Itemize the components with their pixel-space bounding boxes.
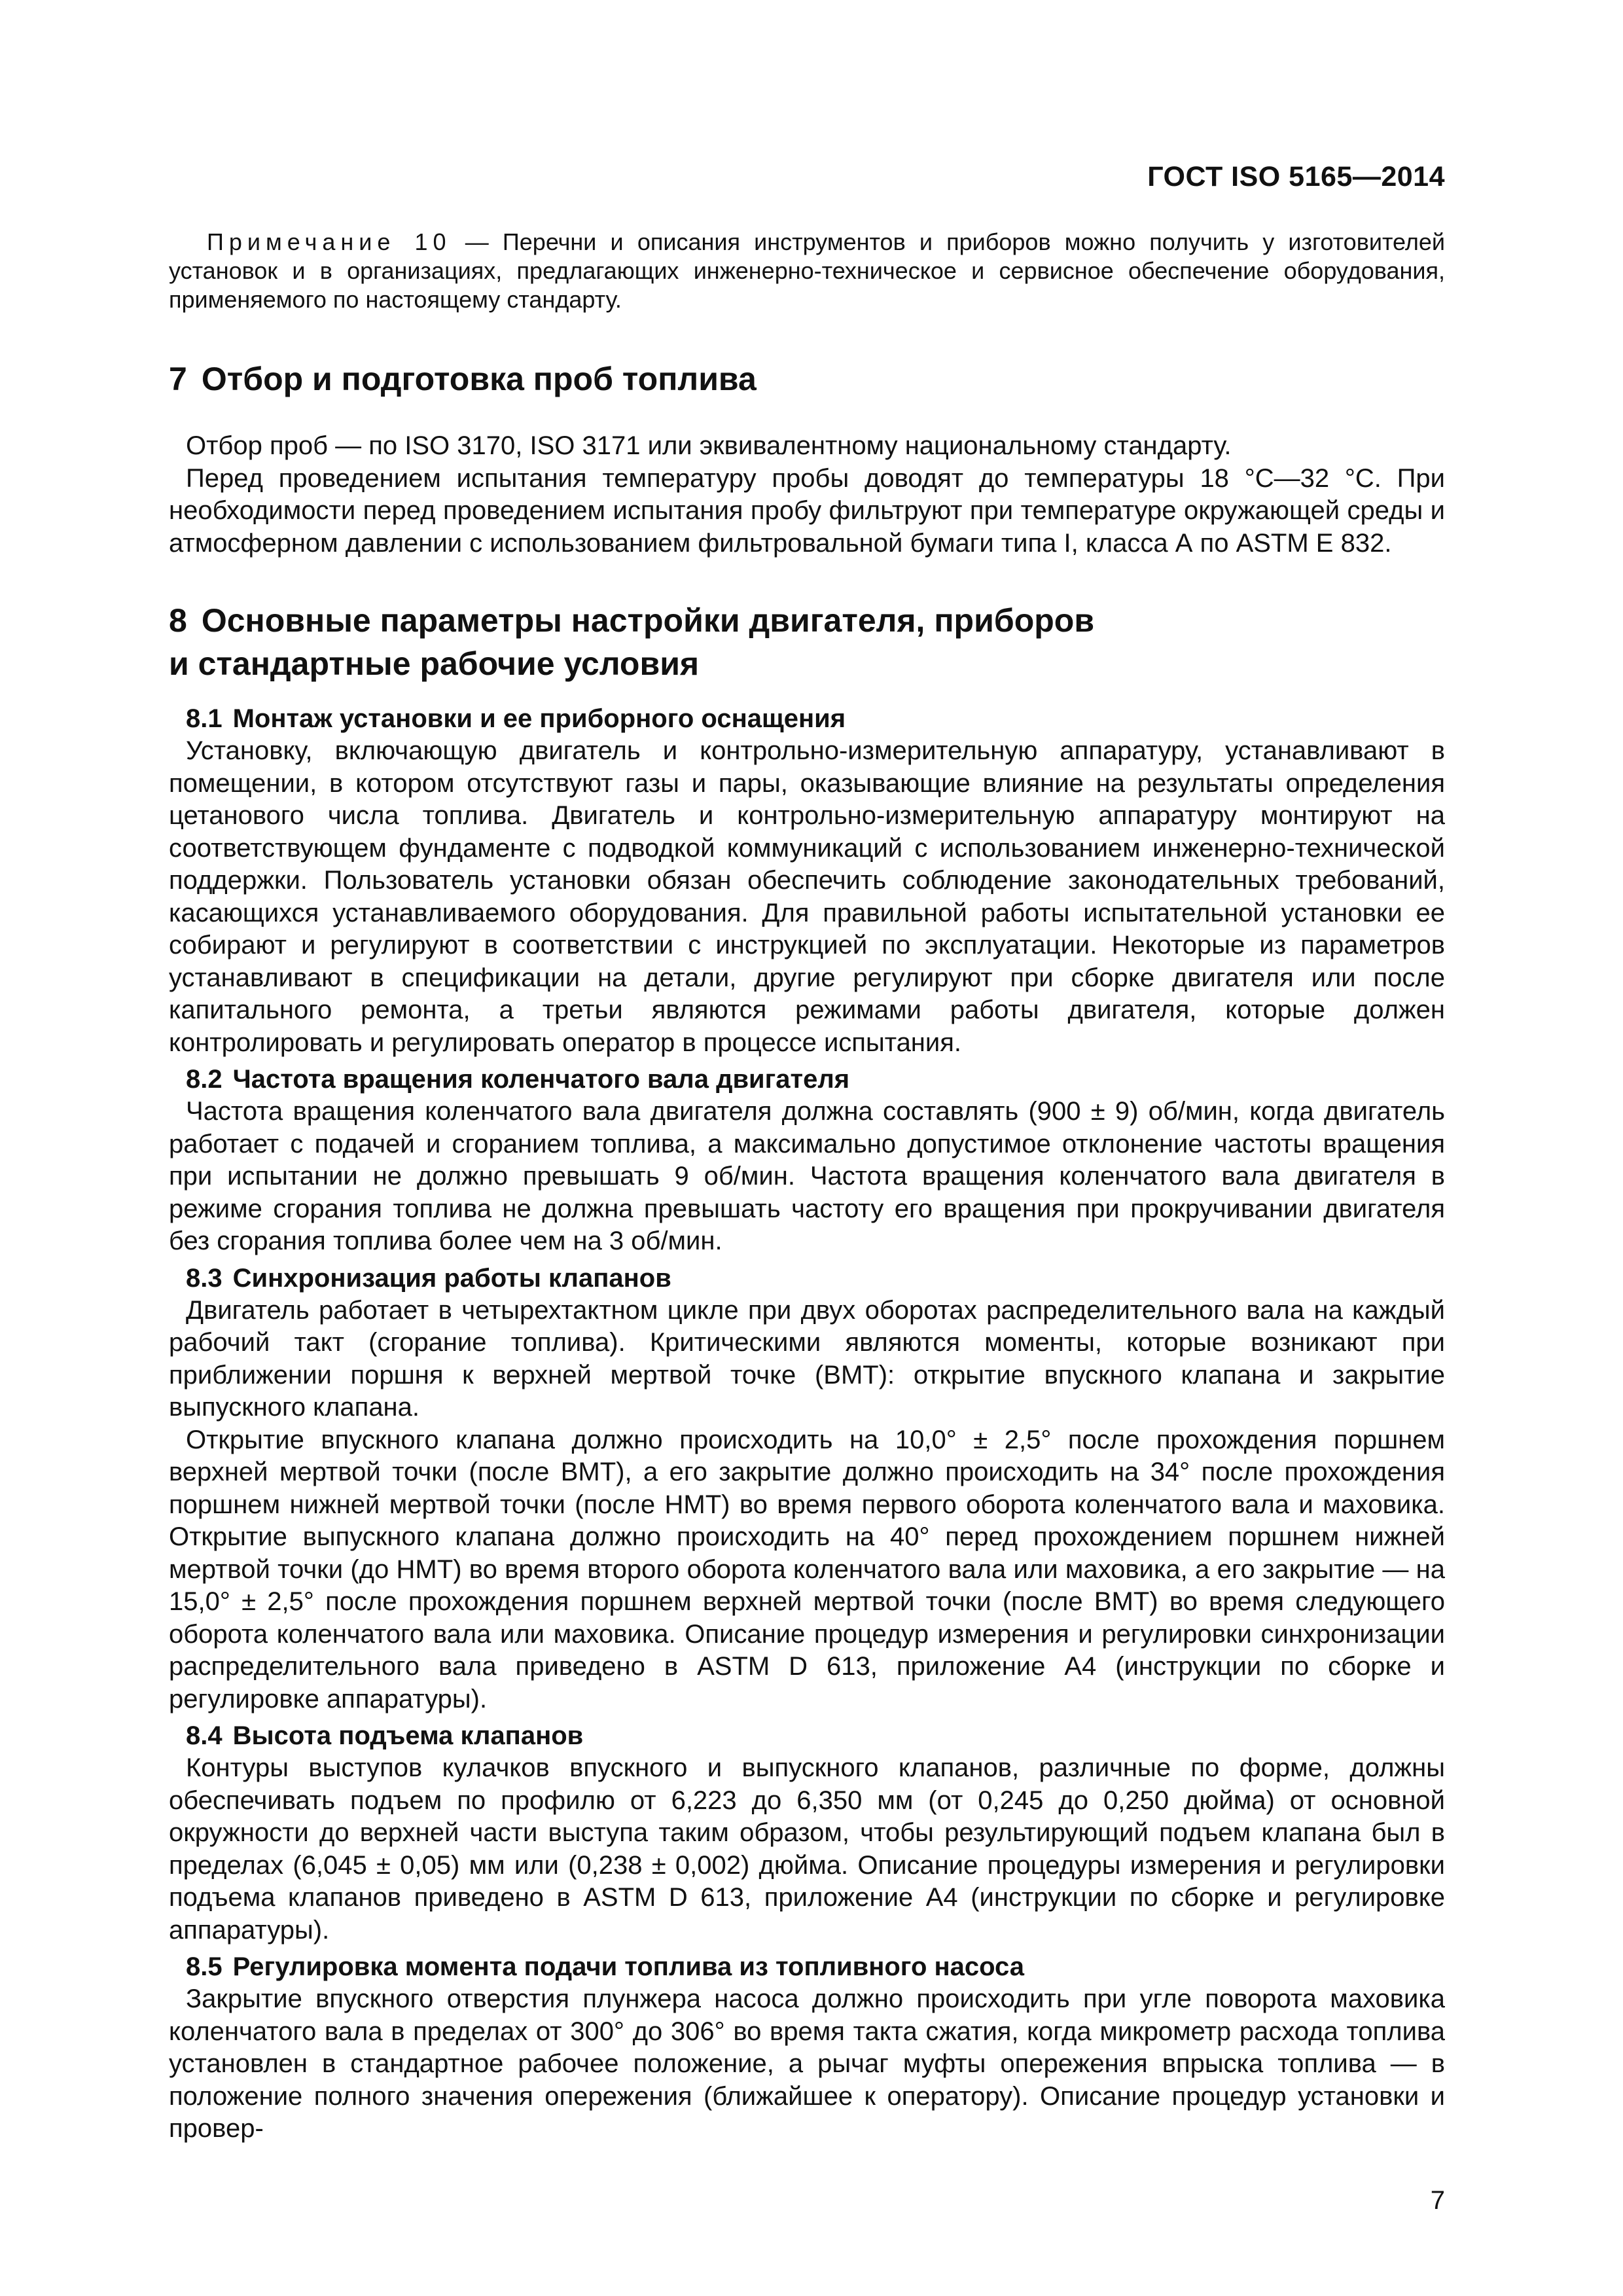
section-7-title: Отбор и подготовка проб топлива [201, 361, 757, 397]
subsection-8-4-heading [169, 1719, 1445, 1752]
subsection-number: 8.2 [186, 1065, 223, 1094]
subsection-number: 8.1 [186, 704, 223, 733]
subsection-8-3-heading [169, 1262, 1445, 1295]
subsection-title: Частота вращения коленчатого вала двигателя [232, 1065, 850, 1094]
paragraph: Открытие впускного клапана должно происходить на 10,0° ± 2,5° после прохождения поршнем верхней мертвой точки (после ВМТ), а его закрытие должно происходить на 34° после прохождения поршнем нижней мертвой точки (после НМТ) во время первого оборота коленчатого вала и маховика. Открытие выпускного клапана должно происходить на 40° перед прохождением поршнем нижней мертвой точки (до НМТ) во время второго оборота коленчатого вала или маховика, а его закрытие — на 15,0° ± 2,5° после прохождения поршнем верхней мертвой точки (после ВМТ) во время следующего оборота коленчатого вала или маховика. Описание процедур измерения и регулировки синхронизации распределительного вала приведено в ASTM D 613, приложение А4 (инструкции по сборке и регулировке аппаратуры). [169, 1425, 1445, 1713]
section-8-number: 8 [169, 602, 187, 639]
section-8-title-line-1: Основные параметры настройки двигателя, приборов [201, 602, 1095, 639]
subsection-title: Регулировка момента подачи топлива из топливного насоса [232, 1952, 1025, 1981]
section-7-number: 7 [169, 361, 187, 397]
subsection-title: Высота подъема клапанов [232, 1721, 584, 1750]
subsection-title: Синхронизация работы клапанов [232, 1263, 671, 1293]
paragraph: Установку, включающую двигатель и контрольно-измерительную аппаратуру, устанавливают в помещении, в котором отсутствуют газы и пары, оказывающие влияние на результаты определения цетанового числа топлива. Двигатель и контрольно-измерительную аппаратуру монтируют на соответствующем фундаменте с подводкой коммуникаций с использованием инженерно-технической поддержки. Пользователь установки обязан обеспечить соблюдение законодательных требований, касающихся устанавливаемого оборудования. Для правильной работы испытательной установки ее собирают и регулируют в соответствии с инструкцией по эксплуатации. Некоторые из параметров устанавливают в спецификации на детали, другие регулируют при сборке двигателя или после капитального ремонта, а третьи являются режимами работы двигателя, которые должен контролировать и регулировать оператор в процессе испытания. [169, 736, 1445, 1057]
section-8-heading [169, 599, 1445, 685]
subsection-8-1-heading [169, 702, 1445, 735]
paragraph: Частота вращения коленчатого вала двигателя должна составлять (900 ± 9) об/мин, когда двигатель работает с подачей и сгоранием топлива, а максимально допустимое отклонение частоты вращения при испытании не должно превышать 9 об/мин. Частота вращения коленчатого вала двигателя в режиме сгорания топлива не должна превышать частоту его вращения при прокручивании двигателя без сгорания топлива более чем на 3 об/мин. [169, 1097, 1445, 1255]
subsection-title: Монтаж установки и ее приборного оснащения [232, 704, 846, 733]
paragraph: Двигатель работает в четырехтактном цикле при двух оборотах распределительного вала на каждый рабочий такт (сгорание топлива). Критическими являются моменты, которые возникают при приближении поршня к верхней мертвой точке (ВМТ): открытие впускного клапана и закрытие выпускного клапана. [169, 1295, 1445, 1422]
note-label: Примечание 10 [207, 228, 452, 255]
subsection-number: 8.5 [186, 1952, 223, 1981]
paragraph: Контуры выступов кулачков впускного и выпускного клапанов, различные по форме, должны обеспечивать подъем по профилю от 6,223 до 6,350 мм (от 0,245 до 0,250 дюйма) от основной окружности до верхней части выступа таким образом, чтобы результирующий подъем клапана был в пределах (6,045 ± 0,05) мм или (0,238 ± 0,002) дюйма. Описание процедуры измерения и регулировки подъема клапанов приведено в ASTM D 613, приложение А4 (инструкции по сборке и регулировке аппаратуры). [169, 1753, 1445, 1945]
note-text: — Перечни и описания инструментов и приборов можно получить у изготовителей установок и в организациях, предлагающих инженерно-техническое и сервисное обеспечение оборудования, применяемого по настоящему стандарту. [169, 228, 1445, 313]
note-10 [169, 228, 1445, 314]
page-number: 7 [1430, 2186, 1445, 2215]
page-body [169, 228, 1445, 2145]
paragraph: Перед проведением испытания температуру пробы доводят до температуры 18 °С—32 °С. При необходимости перед проведением испытания пробу фильтруют при температуре окружающей среды и атмосферном давлении с использованием фильтровальной бумаги типа I, класса А по ASTM Е 832. [169, 463, 1445, 558]
subsection-8-2-heading [169, 1063, 1445, 1096]
subsection-number: 8.3 [186, 1263, 223, 1293]
paragraph: Отбор проб — по ISO 3170, ISO 3171 или эквивалентному национальному стандарту. [186, 431, 1232, 460]
section-7-heading [169, 357, 1445, 401]
subsection-8-5-heading [169, 1950, 1445, 1983]
section-8-title-line-2: и стандартные рабочие условия [169, 645, 700, 682]
paragraph: Закрытие впускного отверстия плунжера насоса должно происходить при угле поворота маховика коленчатого вала в пределах от 300° до 306° во время такта сжатия, когда микрометр расхода топлива установлен в стандартное рабочее положение, а рычаг муфты опережения впрыска топлива — в положение полного значения опережения (ближайшее к оператору). Описание процедур установки и провер- [169, 1984, 1445, 2143]
document-header: ГОСТ ISO 5165—2014 [1147, 161, 1445, 192]
subsection-number: 8.4 [186, 1721, 223, 1750]
